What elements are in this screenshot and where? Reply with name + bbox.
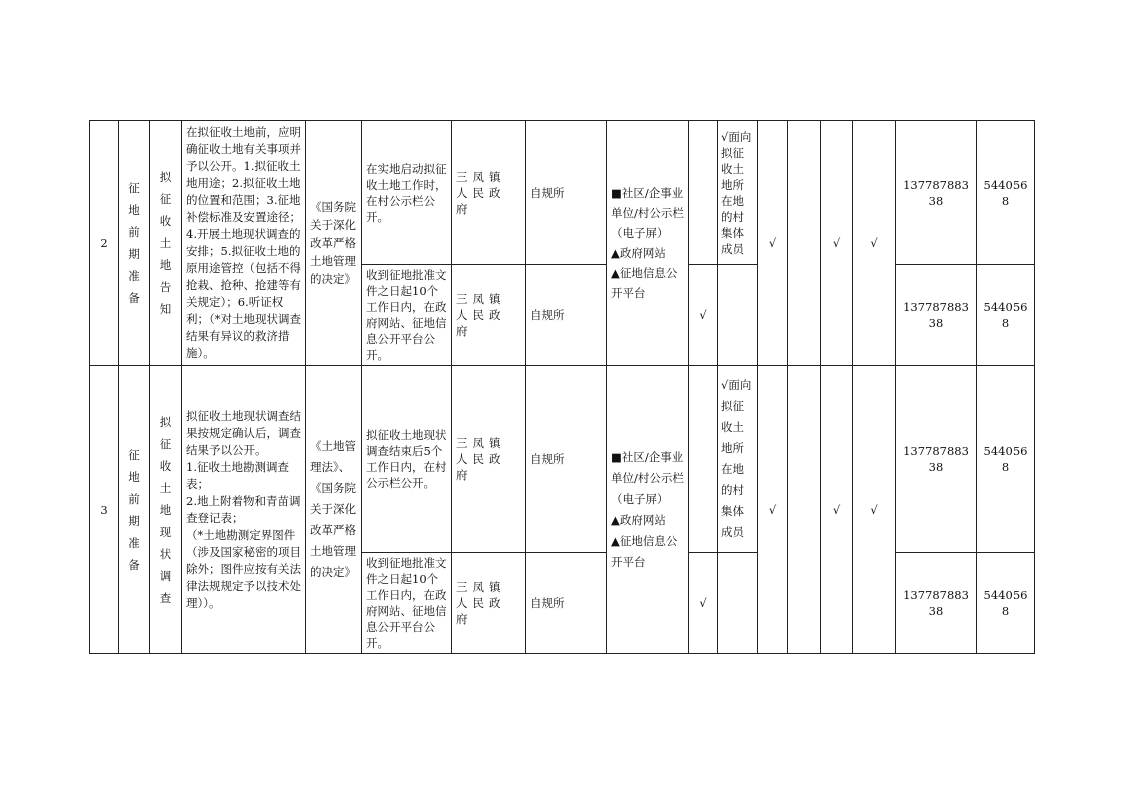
dept-cell: 自规所 (526, 265, 607, 366)
item-cell (150, 366, 182, 654)
dept-cell: 自规所 (526, 553, 607, 654)
stage-text: 征地前期准备 (128, 181, 140, 305)
dept-cell: 自规所 (526, 121, 607, 265)
phone-cell: 13778788338 (896, 265, 977, 366)
timing-cell: 收到征地批准文件之日起10个工作日内，在政府网站、征地信息公开平台公开。 (362, 265, 452, 366)
item-text: 拟征收土地告知 (159, 170, 172, 316)
channel-cell: ■社区/企事业单位/村公示栏（电子屏） ▲政府网站 ▲征地信息公开平台 (607, 366, 689, 654)
subject-cell: 三凤镇人民政府 (452, 553, 526, 654)
subject-cell: 三凤镇人民政府 (452, 265, 526, 366)
scope-special-empty-cell (718, 265, 758, 366)
check-c-cell: √ (821, 366, 853, 654)
tel-cell: 5440568 (977, 265, 1035, 366)
row-number: 3 (90, 366, 119, 654)
phone-cell: 13778788338 (896, 121, 977, 265)
scope-all-cell (689, 366, 718, 553)
table-row (90, 121, 1035, 265)
content-cell: 在拟征收土地前，应明确征收土地有关事项并予以公开。1.拟征收土地用途；2.拟征收土地的位置和范围；3.征地补偿标准及安置途径；4.开展土地现状调查的安排；5.拟征收土地的原用途管控（包括不得抢栽、抢种、抢建等有关规定）；6.听证权利；（*对土地现状调查结果有异议的救济措施）。 (182, 121, 306, 366)
content-cell: 拟征收土地现状调查结果按规定确认后，调查结果予以公开。 1.征收土地勘测调查表； 2.地上附着物和青苗调查登记表； （*土地勘测定界图件（涉及国家秘密的项目除外；图件应按有关法律法规规定予以技术处理））。 (182, 366, 306, 654)
tel-cell: 5440568 (977, 121, 1035, 265)
stage-cell (119, 366, 150, 654)
subject-cell: 三凤镇人民政府 (452, 366, 526, 553)
stage-text: 征地前期准备 (128, 447, 140, 572)
stage-cell (119, 121, 150, 366)
timing-cell: 收到征地批准文件之日起10个工作日内，在政府网站、征地信息公开平台公开。 (362, 553, 452, 654)
check-a-cell: √ (758, 121, 788, 366)
check-d-cell: √ (853, 366, 896, 654)
row-number: 2 (90, 121, 119, 366)
timing-cell: 在实地启动拟征收土地工作时，在村公示栏公开。 (362, 121, 452, 265)
table-row (90, 366, 1035, 553)
check-b-cell (788, 366, 821, 654)
item-text: 拟征收土地现状调查 (159, 414, 172, 605)
check-a-cell: √ (758, 366, 788, 654)
disclosure-table (89, 120, 1035, 654)
scope-special-cell: √面向拟征收土地所在地的村集体成员 (718, 366, 758, 553)
item-cell (150, 121, 182, 366)
subject-cell: 三凤镇人民政府 (452, 121, 526, 265)
basis-cell: 《国务院关于深化改革严格土地管理的决定》 (306, 121, 362, 366)
check-c-cell: √ (821, 121, 853, 366)
scope-all-cell: √ (689, 265, 718, 366)
scope-special-empty-cell (718, 553, 758, 654)
basis-cell: 《土地管理法》、《国务院关于深化改革严格土地管理的决定》 (306, 366, 362, 654)
check-b-cell (788, 121, 821, 366)
scope-special-cell: √面向拟征收土地所在地的村集体成员 (718, 121, 758, 265)
dept-cell: 自规所 (526, 366, 607, 553)
check-d-cell: √ (853, 121, 896, 366)
phone-cell: 13778788338 (896, 366, 977, 553)
channel-cell: ■社区/企事业单位/村公示栏（电子屏） ▲政府网站 ▲征地信息公开平台 (607, 121, 689, 366)
tel-cell: 5440568 (977, 366, 1035, 553)
phone-cell: 13778788338 (896, 553, 977, 654)
tel-cell: 5440568 (977, 553, 1035, 654)
timing-cell: 拟征收土地现状调查结束后5个工作日内，在村公示栏公开。 (362, 366, 452, 553)
scope-all-cell (689, 121, 718, 265)
scope-all-cell: √ (689, 553, 718, 654)
